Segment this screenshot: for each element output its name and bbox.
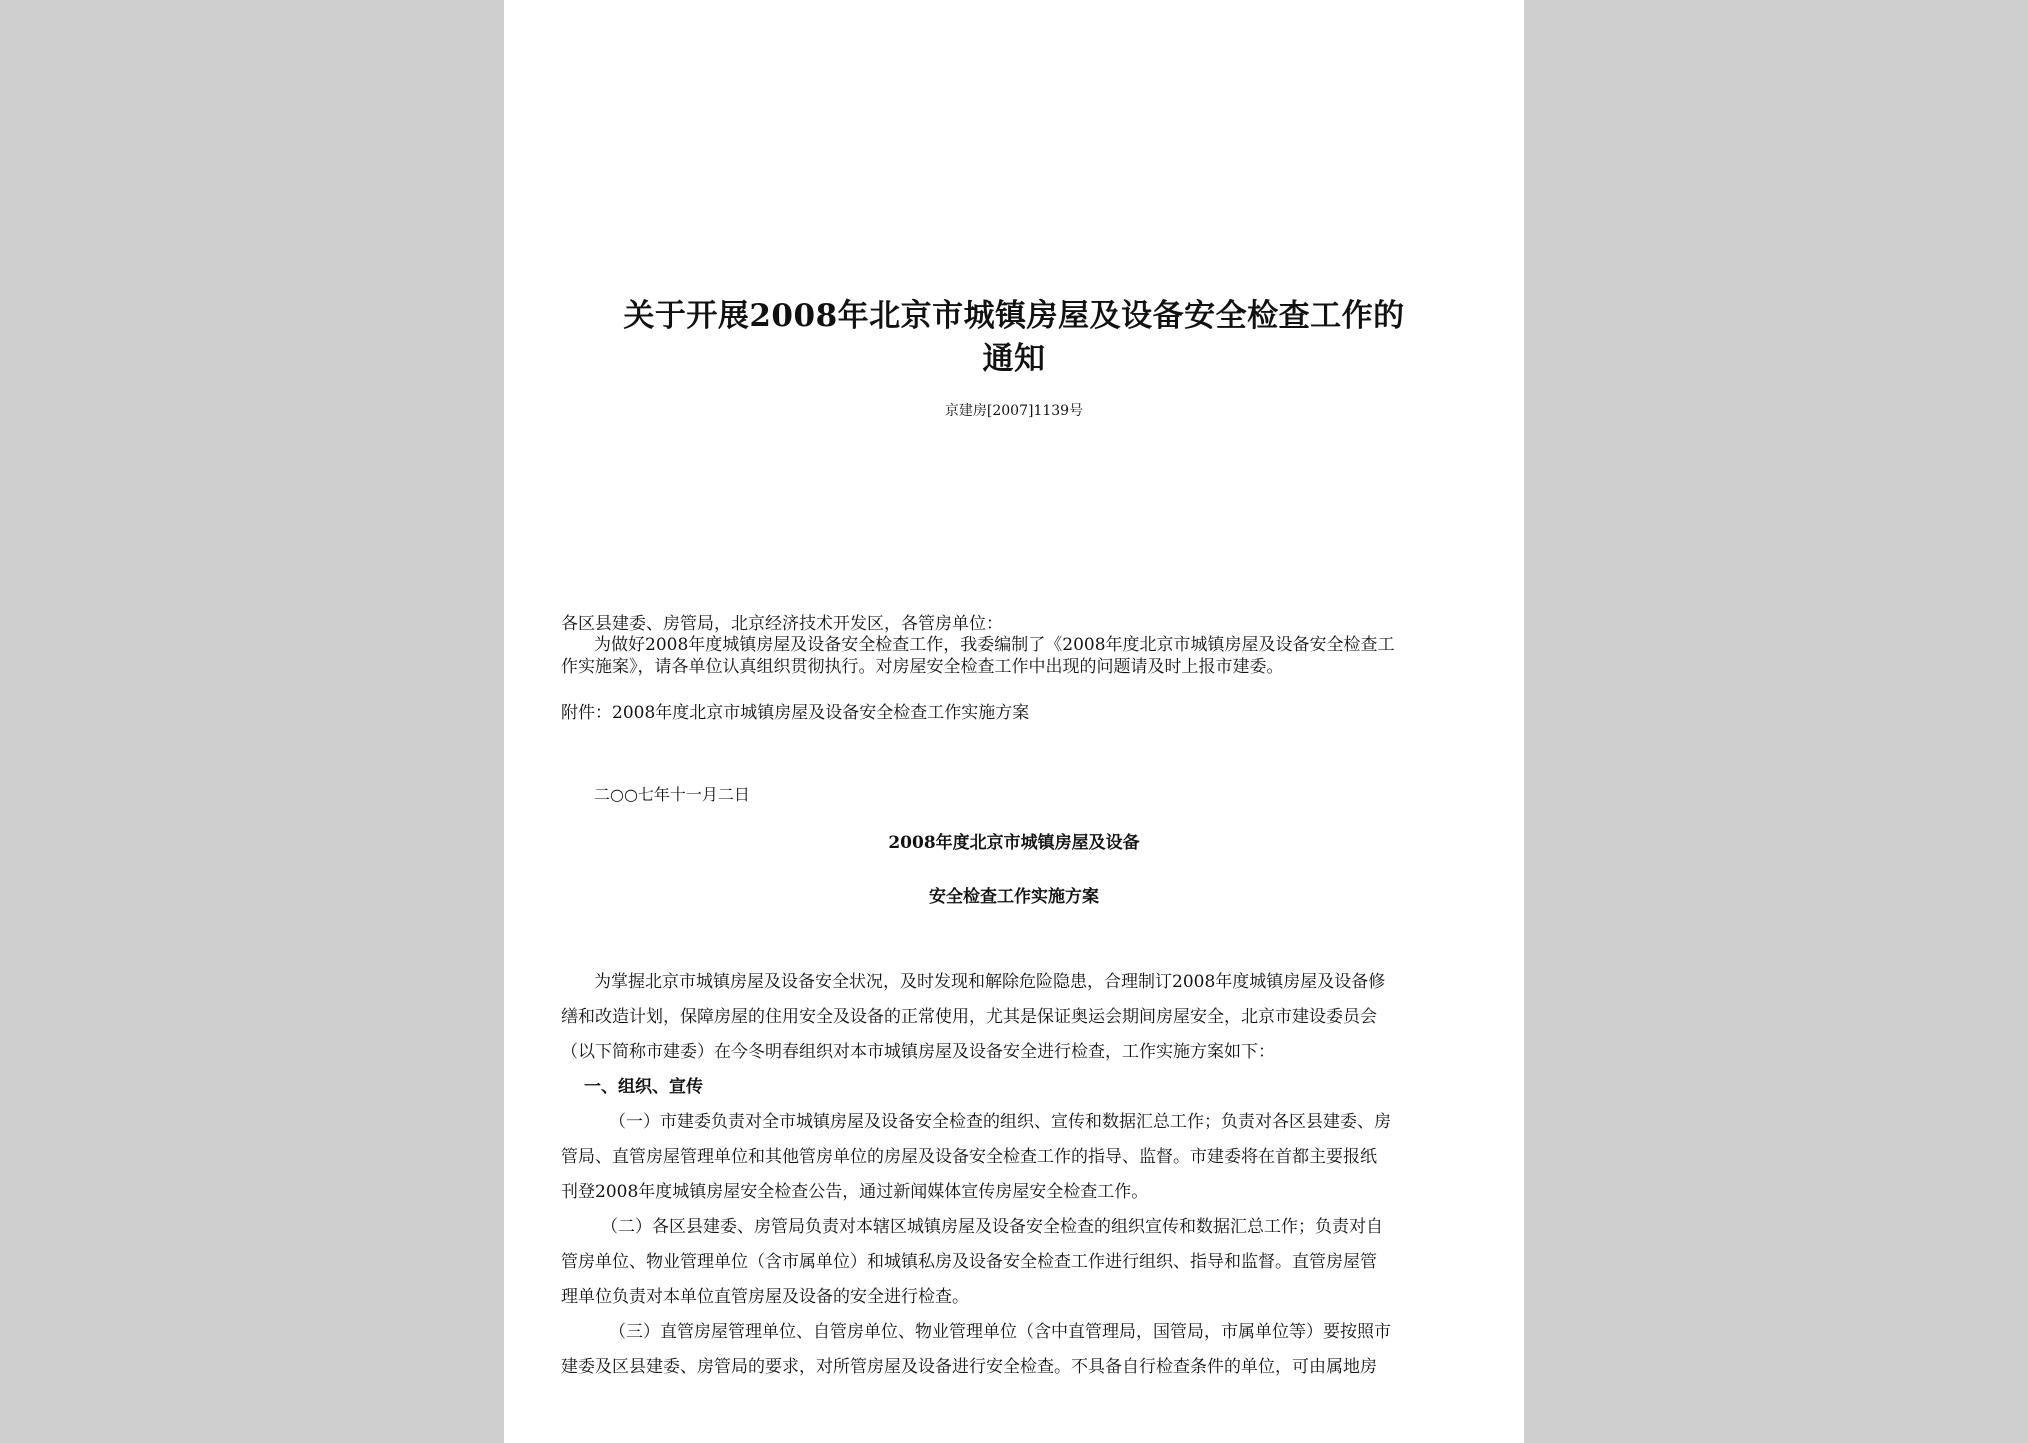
notice-title-line1: 关于开展2008年北京市城镇房屋及设备安全检查工作的 <box>623 298 1405 334</box>
notice-date: 二○○七年十一月二日 <box>594 785 750 804</box>
plan-intro-line: 缮和改造计划，保障房屋的住用安全及设备的正常使用，尤其是保证奥运会期间房屋安全，北京市建设委员会 <box>561 1007 1377 1027</box>
item2-line: 管房单位、物业管理单位（含市属单位）和城镇私房及设备安全检查工作进行组织、指导和监督。直管房屋管 <box>561 1252 1377 1272</box>
item3-line: （三）直管房屋管理单位、自管房单位、物业管理单位（含中直管理局，国管局，市属单位等）要按照市 <box>609 1322 1391 1342</box>
attachment-line: 附件：2008年度北京市城镇房屋及设备安全检查工作实施方案 <box>561 703 1030 723</box>
item1-line: 刊登2008年度城镇房屋安全检查公告，通过新闻媒体宣传房屋安全检查工作。 <box>561 1182 1149 1202</box>
plan-intro-line: （以下简称市建委）在今冬明春组织对本市城镇房屋及设备安全进行检查，工作实施方案如下： <box>561 1042 1275 1062</box>
notice-body-line: 为做好2008年度城镇房屋及设备安全检查工作，我委编制了《2008年度北京市城镇房屋及设备安全检查工 <box>594 635 1395 655</box>
item2-line: 理单位负责对本单位直管房屋及设备的安全进行检查。 <box>561 1287 969 1307</box>
notice-body-line: 作实施案》，请各单位认真组织贯彻执行。对房屋安全检查工作中出现的问题请及时上报市建委。 <box>561 657 1284 677</box>
notice-title-line2: 通知 <box>982 341 1046 377</box>
plan-title-line1: 2008年度北京市城镇房屋及设备 <box>888 833 1140 853</box>
addressee: 各区县建委、房管局，北京经济技术开发区，各管房单位： <box>561 614 1003 634</box>
document-number: 京建房[2007]1139号 <box>944 403 1084 419</box>
item2-line: （二）各区县建委、房管局负责对本辖区城镇房屋及设备安全检查的组织宣传和数据汇总工作；负责对自 <box>601 1217 1383 1237</box>
document-page <box>504 0 1524 1443</box>
item1-line: （一）市建委负责对全市城镇房屋及设备安全检查的组织、宣传和数据汇总工作；负责对各区县建委、房 <box>609 1112 1391 1132</box>
section-heading: 一、组织、宣传 <box>584 1077 703 1097</box>
plan-intro-line: 为掌握北京市城镇房屋及设备安全状况，及时发现和解除危险隐患，合理制订2008年度城镇房屋及设备修 <box>594 972 1386 992</box>
plan-title-line2: 安全检查工作实施方案 <box>929 887 1099 907</box>
item3-line: 建委及区县建委、房管局的要求，对所管房屋及设备进行安全检查。不具备自行检查条件的单位，可由属地房 <box>561 1357 1377 1377</box>
item1-line: 管局、直管房屋管理单位和其他管房单位的房屋及设备安全检查工作的指导、监督。市建委将在首都主要报纸 <box>561 1147 1377 1167</box>
